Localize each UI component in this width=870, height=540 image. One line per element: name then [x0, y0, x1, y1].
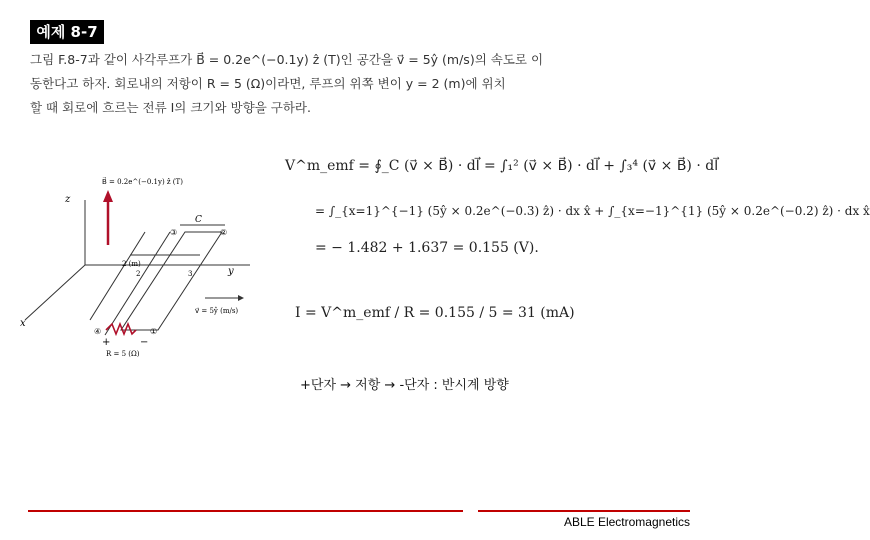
- tick-3-label: 3: [188, 270, 193, 278]
- equation-line-2: = ∫_{x=1}^{−1} (5ŷ × 0.2e^(−0.3) ẑ) · dx x̂ + ∫_{x=−1}^{1} (5ŷ × 0.2e^(−0.2) ẑ) · dx x̂: [315, 204, 870, 218]
- footer-label: ABLE Electromagnetics: [563, 515, 690, 529]
- problem-statement: [30, 48, 570, 120]
- equation-line-4: I = V^m_emf / R = 0.155 / 5 = 31 (mA): [295, 305, 575, 321]
- node-3-label: ③: [170, 228, 178, 237]
- minus-terminal: −: [140, 337, 149, 348]
- problem-line: 그림 F.8-7과 같이 사각루프가 B⃗ = 0.2e^(−0.1y) ẑ (T)인 공간을 v⃗ = 5ŷ (m/s)의 속도로 이: [30, 52, 544, 67]
- tick-2-label: 2: [136, 270, 141, 278]
- footer-divider: [478, 510, 690, 512]
- equation-line-3: = − 1.482 + 1.637 = 0.155 (V).: [315, 240, 539, 256]
- axis-z-label: z: [65, 194, 71, 205]
- resistor-label: R = 5 (Ω): [106, 350, 140, 358]
- equation-line-1: V^m_emf = ∮_C (v⃗ × B⃗) · dl⃗ = ∫₁² (v⃗ × B⃗) · dl⃗ + ∫₃⁴ (v⃗ × B⃗) · dl⃗: [285, 158, 719, 174]
- footer-divider: [28, 510, 463, 512]
- current-direction-note: +단자 → 저항 → -단자 : 반시계 방향: [300, 378, 509, 393]
- node-2-label: ②: [220, 228, 228, 237]
- b-field-label: B⃗ = 0.2e^(−0.1y) ẑ (T): [102, 178, 183, 186]
- problem-line: 동한다고 하자. 회로내의 저항이 R = 5 (Ω)이라면, 루프의 위쪽 변이 y = 2 (m)에 위치: [30, 76, 506, 91]
- loop-c-label: C: [195, 215, 202, 225]
- plus-terminal: +: [102, 337, 111, 348]
- node-4-label: ④: [94, 327, 102, 336]
- dimension-label: 2 (m): [122, 260, 141, 268]
- axis-y-label: y: [228, 266, 234, 277]
- axis-x-label: x: [20, 318, 26, 329]
- example-badge: 예제 8-7: [30, 20, 104, 44]
- problem-line: 할 때 회로에 흐르는 전류 I의 크기와 방향을 구하라.: [30, 100, 311, 115]
- loop-figure: [10, 170, 270, 370]
- velocity-label: v⃗ = 5ŷ (m/s): [195, 307, 239, 315]
- node-1-label: ①: [150, 327, 158, 336]
